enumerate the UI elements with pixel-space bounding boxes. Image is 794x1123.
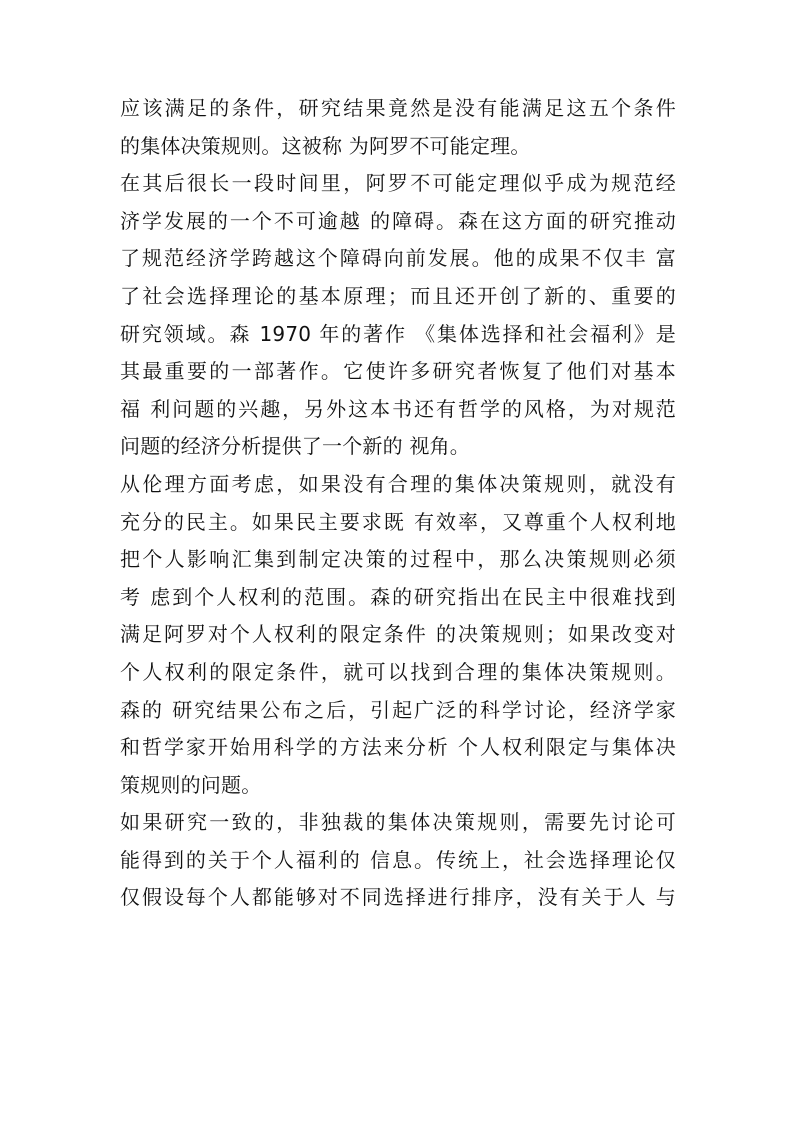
text-line: 了规范经济学跨越这个障碍向前发展。他的成果不仅丰 富 xyxy=(120,246,676,271)
text-line: 问题的经济分析提供了一个新的 视角。 xyxy=(120,434,470,459)
text-line: 森的 研究结果公布之后，引起广泛的科学讨论，经济学家 xyxy=(120,697,676,722)
text-line: 的集体决策规则。这被称 为阿罗不可能定理。 xyxy=(120,133,531,158)
text-line: 研究领域。森 1970 年的著作 《集体选择和社会福利》是 xyxy=(120,321,676,346)
paragraph-4 xyxy=(120,804,676,917)
paragraph-3 xyxy=(120,466,676,804)
text-line: 策规则的问题。 xyxy=(120,772,262,797)
text-line: 满足阿罗对个人权利的限定条件 的决策规则；如果改变对 xyxy=(120,622,676,647)
text-line: 个人权利的限定条件，就可以找到合理的集体决策规则。 xyxy=(120,659,676,684)
text-line: 考 虑到个人权利的范围。森的研究指出在民主中很难找到 xyxy=(120,584,676,609)
text-line: 应该满足的条件，研究结果竟然是没有能满足这五个条件 xyxy=(120,96,676,120)
paragraph-2 xyxy=(120,165,676,466)
text-line: 福 利问题的兴趣，另外这本书还有哲学的风格，为对规范 xyxy=(120,396,676,421)
text-line: 充分的民主。如果民主要求既 有效率，又尊重个人权利地 xyxy=(120,509,676,534)
text-line: 济学发展的一个不可逾越 的障碍。森在这方面的研究推动 xyxy=(120,208,676,233)
text-line: 仅假设每个人都能够对不同选择进行排序，没有关于人 与 xyxy=(120,885,676,910)
text-line: 从伦理方面考虑，如果没有合理的集体决策规则，就没有 xyxy=(120,471,676,496)
text-line: 其最重要的一部著作。它使许多研究者恢复了他们对基本 xyxy=(120,359,676,384)
text-line: 能得到的关于个人福利的 信息。传统上，社会选择理论仅 xyxy=(120,847,676,872)
document-body xyxy=(120,90,676,917)
text-line: 把个人影响汇集到制定决策的过程中，那么决策规则必须 xyxy=(120,547,676,572)
text-line: 如果研究一致的，非独裁的集体决策规则，需要先讨论可 xyxy=(120,810,676,835)
text-line: 在其后很长一段时间里，阿罗不可能定理似乎成为规范经 xyxy=(120,171,676,196)
text-line: 和哲学家开始用科学的方法来分析 个人权利限定与集体决 xyxy=(120,735,676,760)
paragraph-1 xyxy=(120,90,676,165)
text-line: 了社会选择理论的基本原理；而且还开创了新的、重要的 xyxy=(120,283,676,308)
